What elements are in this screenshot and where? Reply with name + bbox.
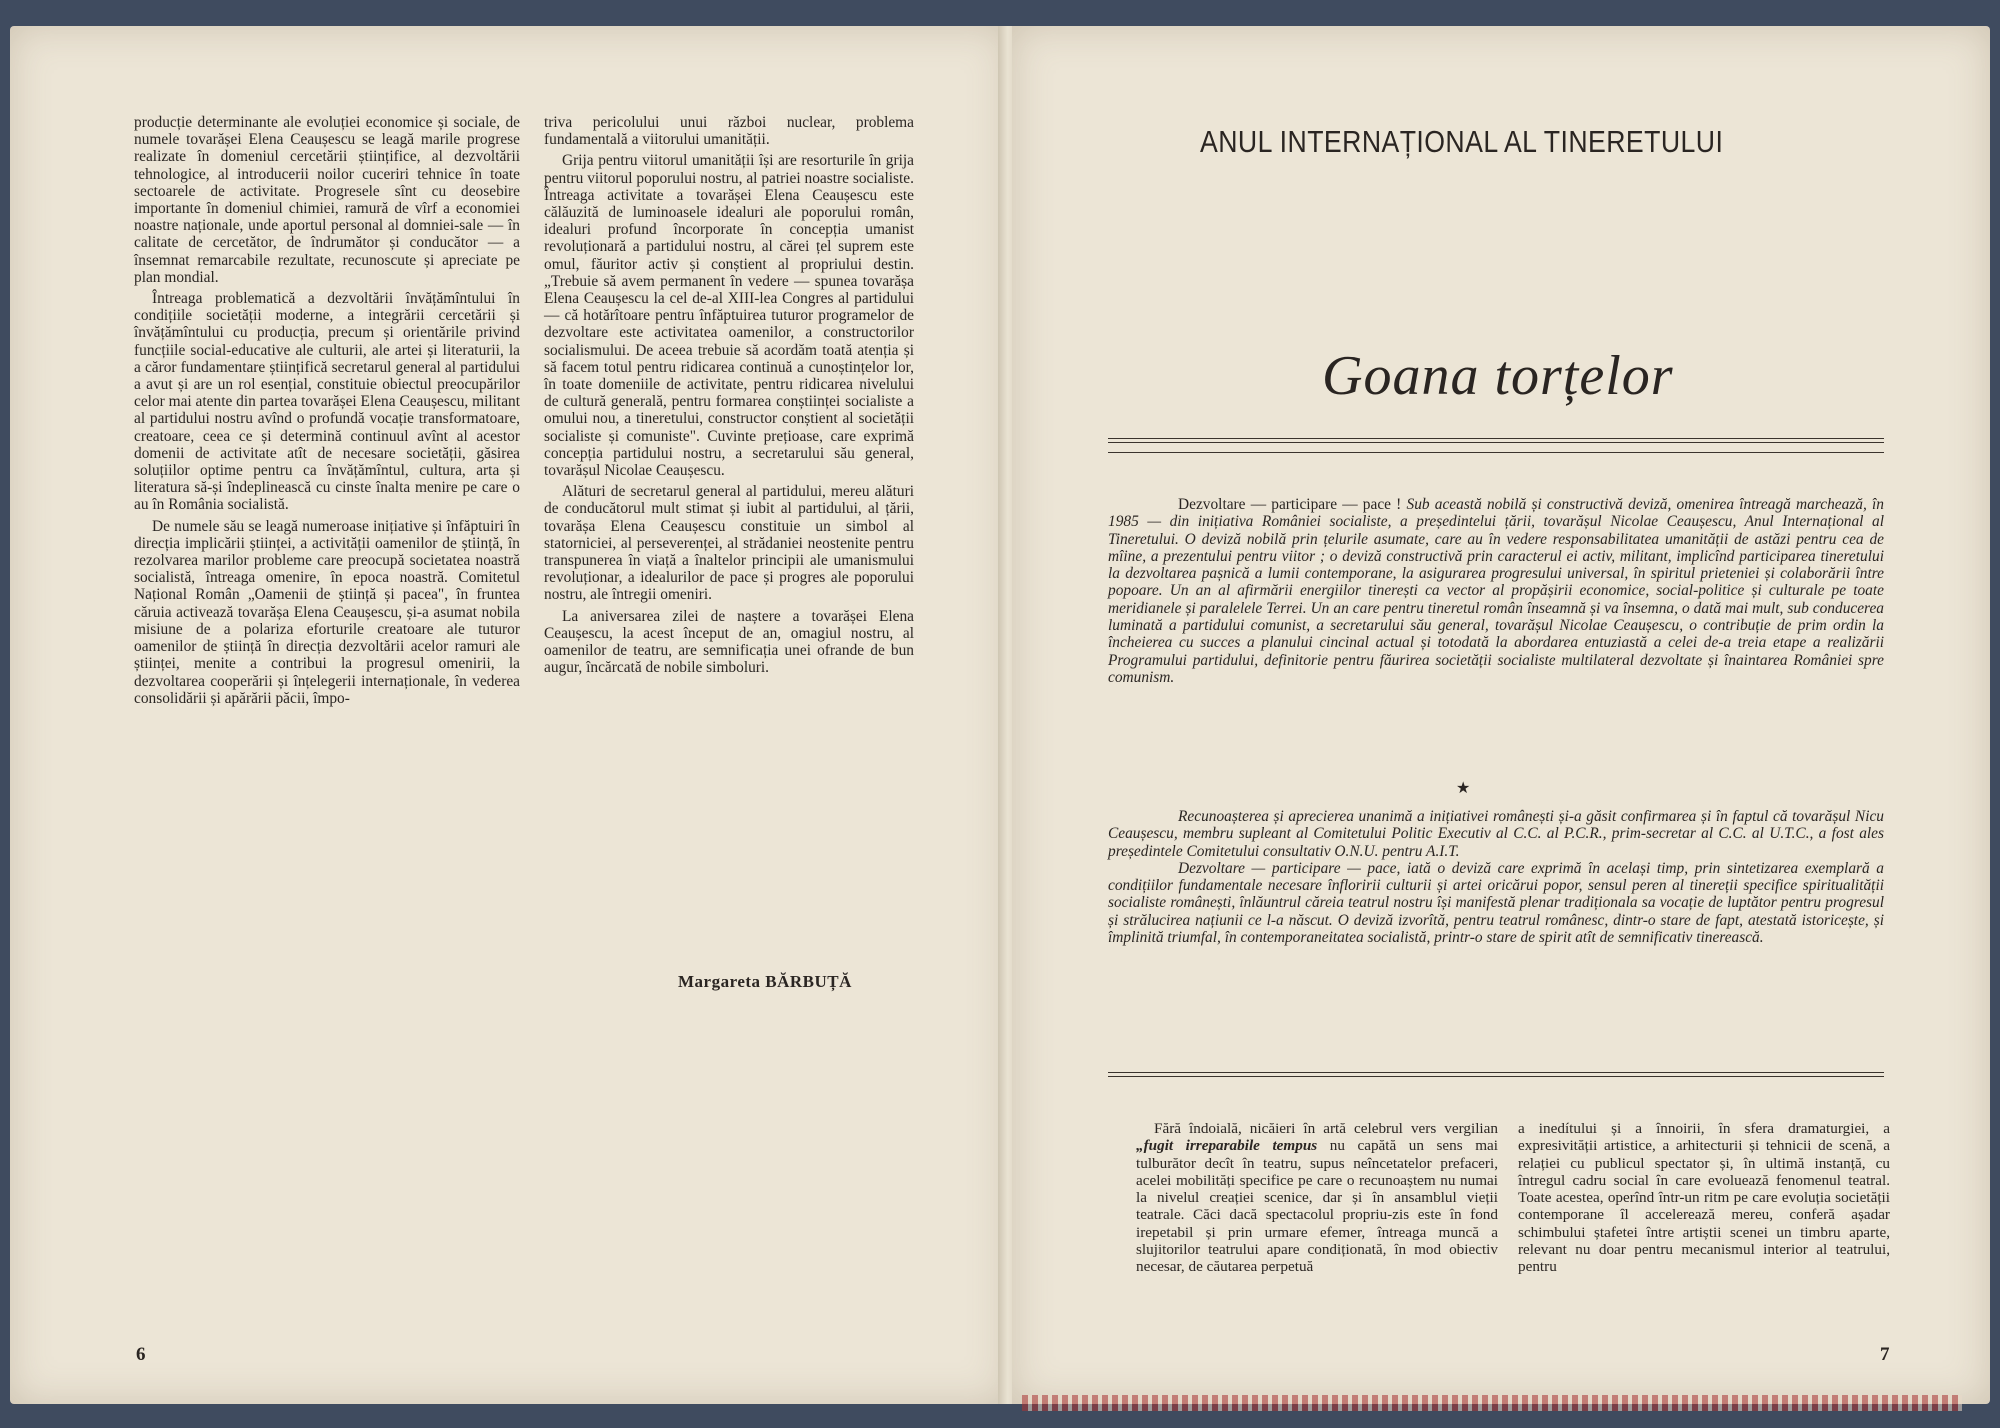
lead-paragraph [1108, 496, 1884, 686]
author-signature: Margareta BĂRBUȚĂ [678, 972, 852, 991]
right-column-1 [1136, 1120, 1498, 1276]
lead-italic-text: Sub această nobilă și constructivă deviză, omenirea întreagă marchează, în 1985 — din inițiativa României socialiste, a președintelui țării, tovarășul Nicolae Ceaușescu, Anul Internațional al Tineretului. O deviză nobilă prin țelurile asumate, care au în vedere responsabilitatea umanității de astăzi pentru cea de mîine, a prezentului pentru viitor ; o deviză constructivă prin caracterul ei activ, militant, implicînd participarea tineretului la dezvoltarea pașnică a lumii contemporane, la asigurarea progresului universal, în spiritul prieteniei și colaborării între popoare. Un an al afirmării energiilor tinerești ca vector al propășirii economice, social-politice și culturale pe toate meridianele și paralelele Terrei. Un an care pentru tineretul român înseamnă și va însemna, o dată mai mult, sub conducerea luminată a partidului comunist, a secretarului său general, tovarășul Nicolae Ceaușescu, o contribuție de prim ordin la încheierea cu succes a planului cincinal actual și totodată la abordarea entuziastă a celei de-a treia etape a realizării Programului partidului, definitorie pentru făurirea societății socialiste multilateral dezvoltate și înaintarea României spre comunism. [1108, 496, 1884, 686]
lead-secondary [1108, 808, 1884, 946]
star-separator: ★ [1456, 780, 1471, 797]
body-text: nu capătă un sens mai tulburător decît în teatru, supus neîncetatelor prefaceri, acelei mobilități specifice pe care o recunoaștem nu numai la nivelul creației scenice, dar și în ansamblul vieții teatrale. Căci dacă spectacolul propriu-zis este în fond irepetabil și prin urmare efemer, întreaga muncă a slujitorilor teatrului apare condiționată, în mod obiectiv necesar, de căutarea perpetuă [1136, 1137, 1498, 1276]
paragraph: triva pericolului unui război nuclear, problema fundamentală a viitorului umanității. [544, 114, 914, 149]
right-column-2 [1518, 1120, 1890, 1276]
bleed-through-text [530, 816, 900, 1356]
left-page [10, 26, 1008, 1404]
right-page [1012, 26, 1990, 1404]
title-rule-thin [1108, 452, 1884, 453]
paragraph: Întreaga problematică a dezvoltării învățămîntului în condițiile societății moderne, a integrării cercetării și învățămîntului cu producția, precum și orientările privind funcțiile social-educative ale culturii, ale artei și literaturii, la a căror fundamentare științifică secretarul general al partidului a avut și are un rol esențial, constituie obiectul preocupărilor celor mai atente din partea tovarășei Elena Ceaușescu, militant al partidului nostru avînd o profundă vocație transformatoare, creatoare, ceea ce și determină continuul avînt al acestor domenii de activitate atît de necesare societății, găsirea soluțiilor optime pentru ca învățămîntul, cultura, arta și literatura să-și îndeplinească cu cinste înalta menire pe care o au în România socialistă. [134, 290, 520, 514]
left-column-1 [134, 114, 520, 707]
paragraph: De numele său se leagă numeroase inițiative și înfăptuiri în direcția implicării științei, a activității oamenilor de știință, în rezolvarea marilor probleme care preocupă societatea noastră socialistă, întreaga omenire, în epoca noastră. Comitetul Național Român „Oamenii de știință și pacea", în fruntea căruia activează tovarășa Elena Ceaușescu, și-a asumat nobila misiune de a polariza eforturile creatoare ale tuturor oamenilor de știință în direcția dezvoltării acelor ramuri ale științei, menite a contribui la progresul omenirii, la dezvoltarea cooperării și înțelegerii internaționale, în vederea consolidării și apărării păcii, împo- [134, 517, 520, 707]
lead-rule [1108, 1072, 1884, 1077]
book-binding-edge [1022, 1395, 1962, 1411]
article-title: Goana torțelor [1322, 345, 1674, 407]
title-rule [1108, 438, 1884, 443]
page-number: 6 [136, 1344, 146, 1365]
paragraph: producție determinante ale evoluției economice și sociale, de numele tovarășei Elena Ceaușescu se leagă marile progrese realizate în domeniul cercetării științifice, al dezvoltării tehnologice, al introducerii noilor cuceriri tehnice în toate sectoarele de activitate. Progresele sînt cu deosebire importante în domeniul chimiei, ramură de vîrf a economiei noastre naționale, unde aportul personal al domniei-sale — în calitate de cercetător, de îndrumător și conducător — a însemnat remarcabile rezultate, recunoscute și apreciate pe plan mondial. [134, 114, 520, 286]
body-text: Fără îndoială, nicăieri în artă celebrul vers vergilian [1154, 1120, 1498, 1137]
paragraph: La aniversarea zilei de naștere a tovarășei Elena Ceaușescu, la acest început de an, omagiul nostru, al oamenilor de teatru, are semnificația unei ofrande de bun augur, încărcată de nobile simboluri. [544, 607, 914, 677]
paragraph: Dezvoltare — participare — pace, iată o deviză care exprimă în același timp, prin sintetizarea exemplară a condițiilor fundamentale necesare înfloririi culturii și artei oricărui popor, sensul peren al tinereții specifice spiritualității socialiste românești, înlăuntrul căreia teatrul nostru își manifestă plenar tradiționala sa vocație de luptător pentru progresul și strălucirea națiunii ce l-a născut. O deviză izvorîtă, pentru teatrul românesc, dintr-o stare de fapt, atestată istoricește, și împlinită triumfal, în contemporaneitatea socialistă, printr-o stare de spirit atît de semnificativ tinerească. [1108, 859, 1884, 947]
paragraph: a inedítului și a înnoirii, în sfera dramaturgiei, a expresivității artistice, a arhitecturii și tehnicii de scenă, a relației cu publicul spectator și, în ultimă instanță, cu întregul cadru social în care evoluează fenomenul teatral. Toate acestea, operînd într-un ritm pe care evoluția societății contemporane îl accelerează mereu, conferă așadar schimbului ștafetei între artiștii scenei un timbru aparte, relevant nu doar pentru mecanismul interior al teatrului, pentru [1518, 1120, 1890, 1276]
paragraph: Recunoașterea și aprecierea unanimă a inițiativei românești și-a găsit confirmarea și în faptul că tovarășul Nicu Ceaușescu, membru supleant al Comitetului Politic Executiv al C.C. al P.C.R., prim-secretar al C.C. al U.T.C., a fost ales președintele Comitetului consultativ O.N.U. pentru A.I.T. [1108, 808, 1884, 860]
left-column-2 [544, 114, 914, 677]
latin-quote: „fugit irreparabile tempus [1136, 1137, 1318, 1155]
section-header: ANUL INTERNAȚIONAL AL TINERETULUI [1200, 124, 1724, 159]
paragraph: Alături de secretarul general al partidului, mereu alături de conducătorul mult stimat și iubit al partidului, al țării, tovarășa Elena Ceaușescu constituie un simbol al statorniciei, al perseverenței, al strădaniei neostenite pentru transpunerea în viață a înaltelor principii ale umanismului revoluționar, a idealurilor de pace și progres ale poporului nostru, ale întregii omeniri. [544, 483, 914, 604]
page-number: 7 [1880, 1344, 1890, 1365]
lead-motto: Dezvoltare — participare — pace ! [1178, 496, 1402, 513]
paragraph: Grija pentru viitorul umanității își are resorturile în grija pentru viitorul poporului nostru, al patriei noastre socialiste. Întreaga activitate a tovarășei Elena Ceaușescu este călăuzită de luminoasele idealuri ale poporului român, idealuri profund încorporate în concepția umanist revoluționară a partidului nostru, al cărei țel suprem este omul, făuritor activ și conștient al propriului destin. „Trebuie să avem permanent în vedere — spunea tovarășa Elena Ceaușescu la cel de-al XIII-lea Congres al partidului — că hotărîtoare pentru înfăptuirea tuturor programelor de dezvoltare este activitatea oamenilor, a constructorilor socialismului. De aceea trebuie să acordăm toată atenția și să facem totul pentru ridicarea continuă a cunoștințelor lor, în toate domeniile de activitate, pentru ridicarea nivelului de cultură generală, pentru formarea conștiinței socialiste a omului nou, a tineretului, constructor conștient al societății socialiste și comuniste". Cuvinte prețioase, care exprimă concepția partidului nostru, a secretarului său general, tovarășul Nicolae Ceaușescu. [544, 152, 914, 480]
